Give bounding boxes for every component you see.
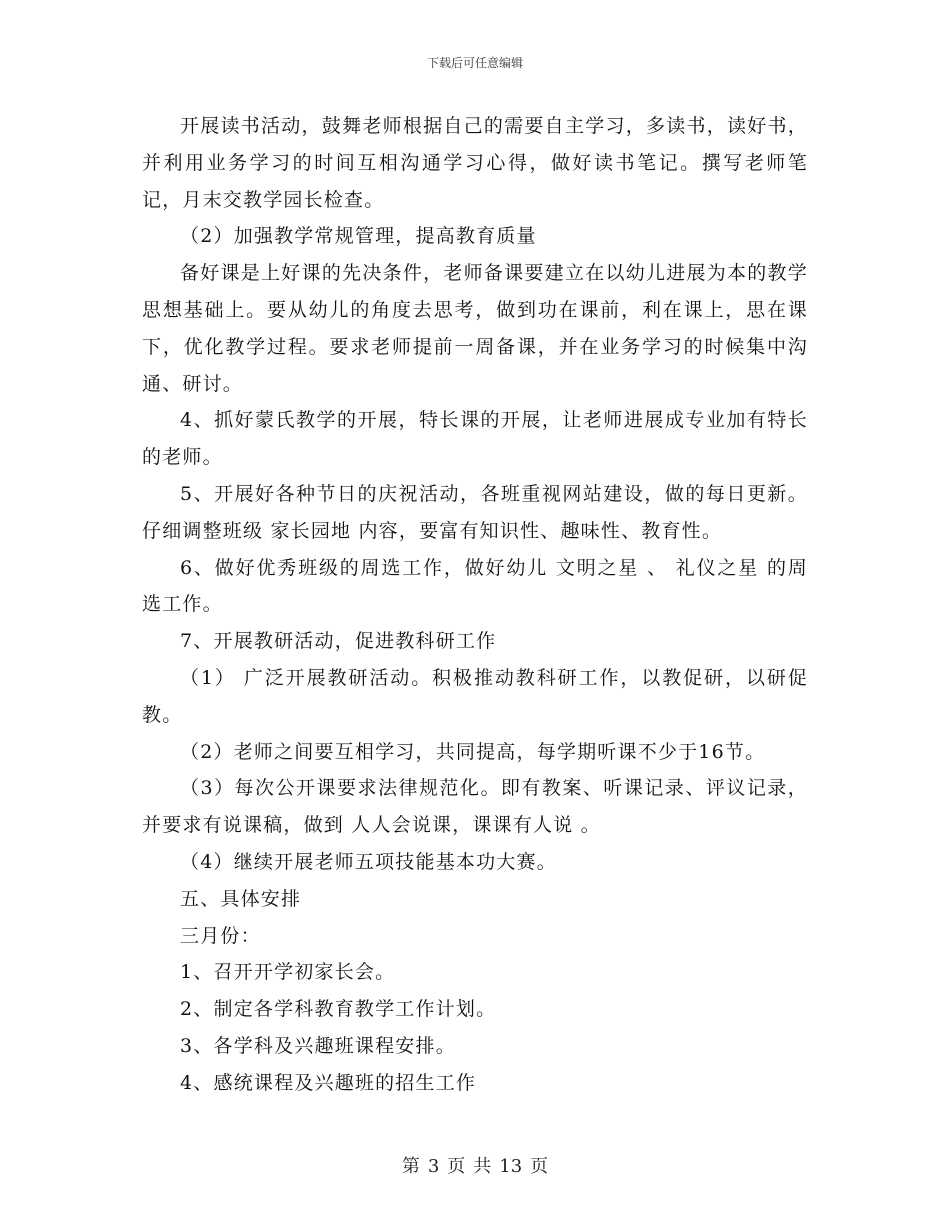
paragraph: （1） 广泛开展教研活动。积极推动教科研工作，以教促研，以研促教。 bbox=[142, 666, 808, 726]
paragraph: 2、制定各学科教育教学工作计划。 bbox=[180, 998, 497, 1021]
paragraph: 1、召开开学初家长会。 bbox=[180, 961, 396, 984]
paragraph: 开展读书活动，鼓舞老师根据自己的需要自主学习，多读书，读好书，并利用业务学习的时间互相沟通学习心得，做好读书笔记。撰写老师笔记，月末交教学园长检查。 bbox=[142, 115, 808, 211]
paragraph: （4）继续开展老师五项技能基本功大赛。 bbox=[180, 850, 557, 873]
page-footer bbox=[0, 1152, 950, 1178]
document-body bbox=[142, 108, 808, 1102]
paragraph: （2）老师之间要互相学习，共同提高，每学期听课不少于16节。 bbox=[180, 740, 766, 763]
footer-total-pages: 13 bbox=[499, 1156, 523, 1177]
paragraph: （2）加强教学常规管理，提高教育质量 bbox=[180, 225, 537, 248]
paragraph: 5、开展好各种节日的庆祝活动，各班重视网站建设，做的每日更新。仔细调整班级 家长园地 内容，要富有知识性、趣味性、教育性。 bbox=[142, 482, 808, 542]
footer-current-page: 3 bbox=[427, 1156, 440, 1177]
footer-total-word: 共 bbox=[473, 1156, 492, 1177]
paragraph: 3、各学科及兴趣班课程安排。 bbox=[180, 1034, 456, 1057]
footer-prefix: 第 bbox=[401, 1156, 420, 1177]
paragraph: 五、具体安排 bbox=[180, 887, 302, 910]
paragraph: 备好课是上好课的先决条件，老师备课要建立在以幼儿进展为本的教学思想基础上。要从幼儿的角度去思考，做到功在课前，利在课上，思在课下，优化教学过程。要求老师提前一周备课，并在业务学习的时候集中沟通、研讨。 bbox=[142, 262, 808, 395]
paragraph: （3）每次公开课要求法律规范化。即有教案、听课记录、评议记录，并要求有说课稿，做到 人人会说课，课课有人说 。 bbox=[142, 777, 808, 837]
paragraph: 4、感统课程及兴趣班的招生工作 bbox=[180, 1071, 477, 1094]
paragraph: 三月份： bbox=[180, 924, 261, 947]
paragraph: 4、抓好蒙氏教学的开展，特长课的开展，让老师进展成专业加有特长的老师。 bbox=[142, 409, 808, 469]
footer-suffix: 页 bbox=[530, 1156, 549, 1177]
paragraph: 6、做好优秀班级的周选工作，做好幼儿 文明之星 、 礼仪之星 的周选工作。 bbox=[142, 556, 808, 616]
paragraph: 7、开展教研活动，促进教科研工作 bbox=[180, 630, 497, 653]
footer-page-word: 页 bbox=[447, 1156, 466, 1177]
page-header: 下载后可任意编辑 bbox=[426, 56, 523, 70]
